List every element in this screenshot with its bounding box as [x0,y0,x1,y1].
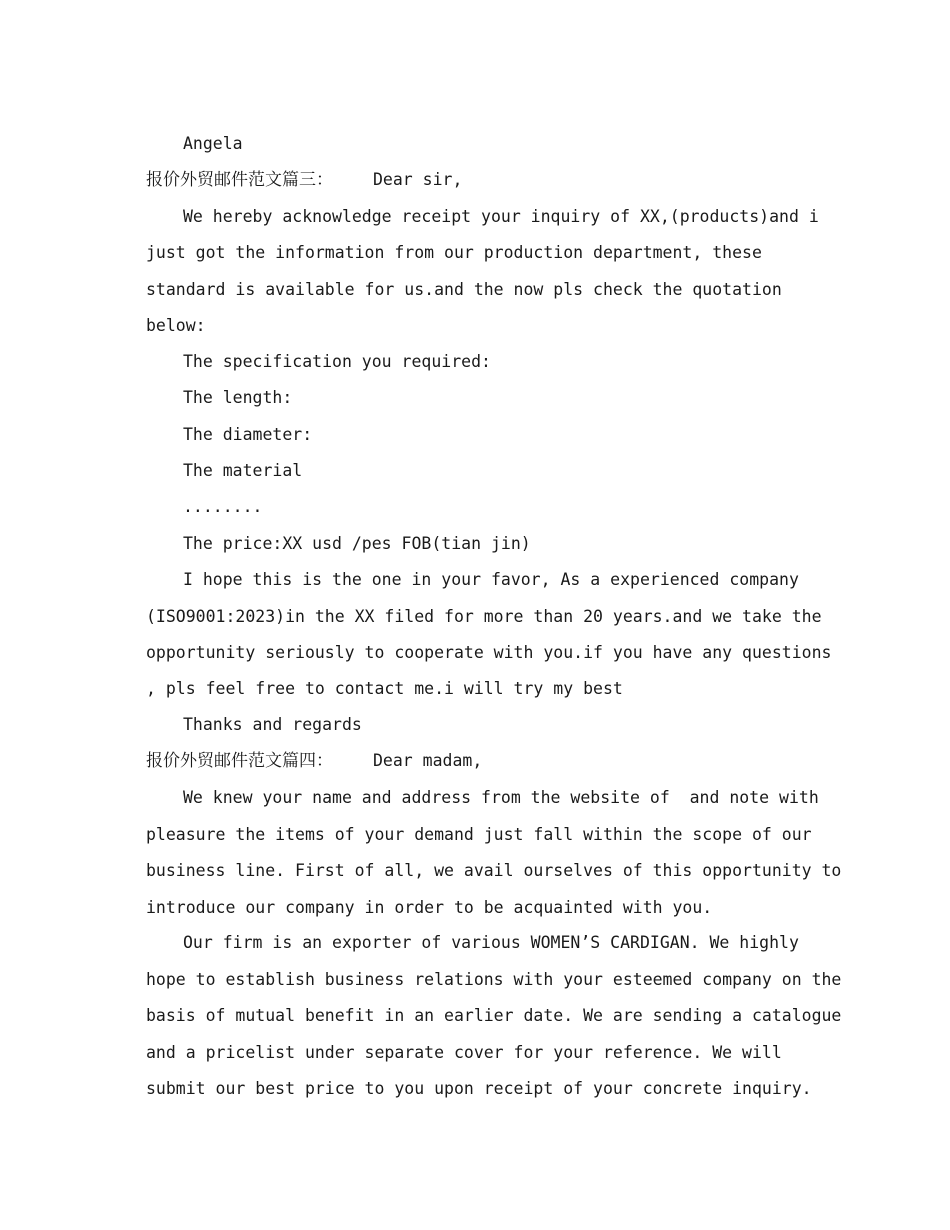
paragraph-line: hope to establish business relations with your esteemed company on the [146,970,842,989]
paragraph-line: pleasure the items of your demand just fall within the scope of our [146,825,812,844]
material-line: The material [183,461,303,480]
paragraph-line: submit our best price to you upon receipt of your concrete inquiry. [146,1079,812,1098]
paragraph-line: opportunity seriously to cooperate with you.if you have any questions [146,643,832,662]
paragraph-line: and a pricelist under separate cover for your reference. We will [146,1043,782,1062]
section-3-heading: 报价外贸邮件范文篇三： [146,170,333,190]
paragraph-line: Our firm is an exporter of various WOMEN’S CARDIGAN. We highly [183,933,799,952]
section-4-salutation: Dear madam, [373,751,483,770]
ellipsis-line: ........ [183,497,263,516]
paragraph-line: business line. First of all, we avail ourselves of this opportunity to [146,861,842,880]
diameter-line: The diameter: [183,425,313,444]
paragraph-line: below: [146,316,206,335]
section-4-heading-line [146,751,482,771]
section-4-heading: 报价外贸邮件范文篇四： [146,751,333,771]
length-line: The length: [183,388,293,407]
paragraph-line: just got the information from our production department, these [146,243,762,262]
price-line: The price:XX usd /pes FOB(tian jin) [183,534,531,553]
paragraph-line: We hereby acknowledge receipt your inquiry of XX,(products)and i [183,207,819,226]
paragraph-line: We knew your name and address from the website of and note with [183,788,819,807]
paragraph-line: (ISO9001:2023)in the XX filed for more than 20 years.and we take the [146,607,822,626]
signature: Angela [183,134,243,153]
section-3-salutation: Dear sir, [373,170,463,189]
paragraph-line: introduce our company in order to be acquainted with you. [146,898,713,917]
closing-line: Thanks and regards [183,715,362,734]
paragraph-line: I hope this is the one in your favor, As a experienced company [183,570,799,589]
paragraph-line: basis of mutual benefit in an earlier date. We are sending a catalogue [146,1006,842,1025]
spec-line: The specification you required: [183,352,491,371]
paragraph-line: , pls feel free to contact me.i will try my best [146,679,623,698]
paragraph-line: standard is available for us.and the now pls check the quotation [146,280,782,299]
section-3-heading-line [146,170,462,190]
